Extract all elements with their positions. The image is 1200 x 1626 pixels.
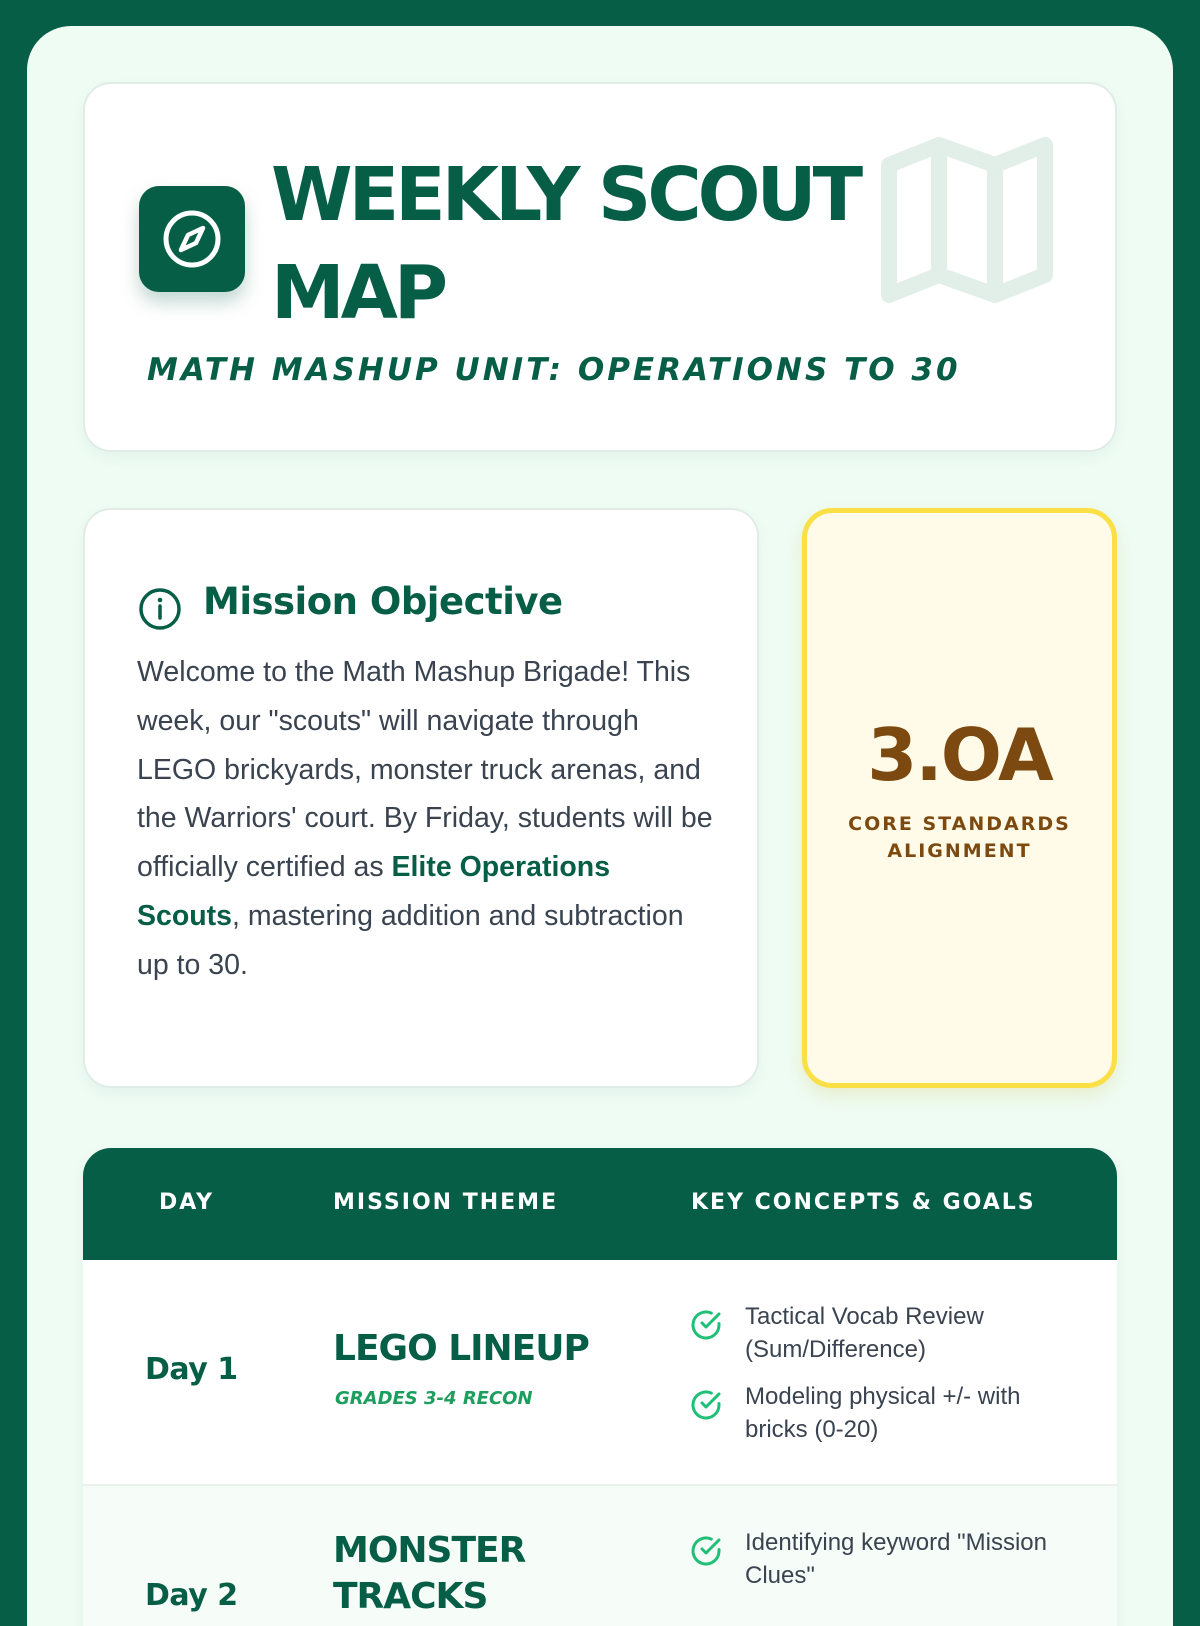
row-grade: GRADES 3-4 RECON (335, 1388, 533, 1409)
objective-highlight: Elite Operations Scouts (137, 851, 611, 932)
column-header-goals: KEY CONCEPTS & GOALS (691, 1190, 1036, 1215)
standards-label: CORE STANDARDS ALIGNMENT (848, 813, 1071, 862)
map-icon (877, 130, 1057, 315)
column-header-theme: MISSION THEME (333, 1190, 559, 1215)
standards-code: 3.OA (867, 713, 1052, 797)
objective-text-start: Welcome to the Math Mashup Brigade! This week, our "scouts" will navigate through LEGO brickyards, monster truck arenas, and the Warriors' court. By Friday, students will be officially certified as (137, 656, 713, 884)
goal-text: Modeling physical +/- with bricks (0-20) (745, 1383, 1021, 1443)
goal-text: Tactical Vocab Review (Sum/Difference) (745, 1303, 984, 1363)
page-subtitle: MATH MASHUP UNIT: OPERATIONS TO 30 (147, 352, 961, 388)
table-header (83, 1148, 1117, 1260)
row-theme: MONSTER TRACKS (333, 1530, 526, 1617)
column-header-day: DAY (159, 1190, 215, 1215)
page-title: WEEKLY SCOUT MAP (271, 152, 860, 336)
table-row (83, 1486, 1117, 1626)
page-body (27, 26, 1173, 1626)
objective-card (83, 508, 759, 1088)
compass-icon (139, 186, 245, 292)
row-day: Day 2 (145, 1578, 238, 1613)
info-icon (137, 586, 183, 637)
schedule-table (83, 1148, 1117, 1626)
objective-text-end: , mastering addition and subtraction up to 30. (137, 899, 684, 981)
objective-title: Mission Objective (203, 580, 563, 623)
goal-text: Identifying keyword "Mission Clues" (745, 1529, 1047, 1589)
check-circle-icon (689, 1388, 723, 1427)
header-card (83, 82, 1117, 452)
row-day: Day 1 (145, 1352, 238, 1387)
table-row (83, 1260, 1117, 1486)
check-circle-icon (689, 1308, 723, 1347)
standards-card (802, 508, 1117, 1088)
check-circle-icon (689, 1534, 723, 1573)
row-theme: LEGO LINEUP (333, 1328, 589, 1369)
objective-text (137, 648, 717, 990)
